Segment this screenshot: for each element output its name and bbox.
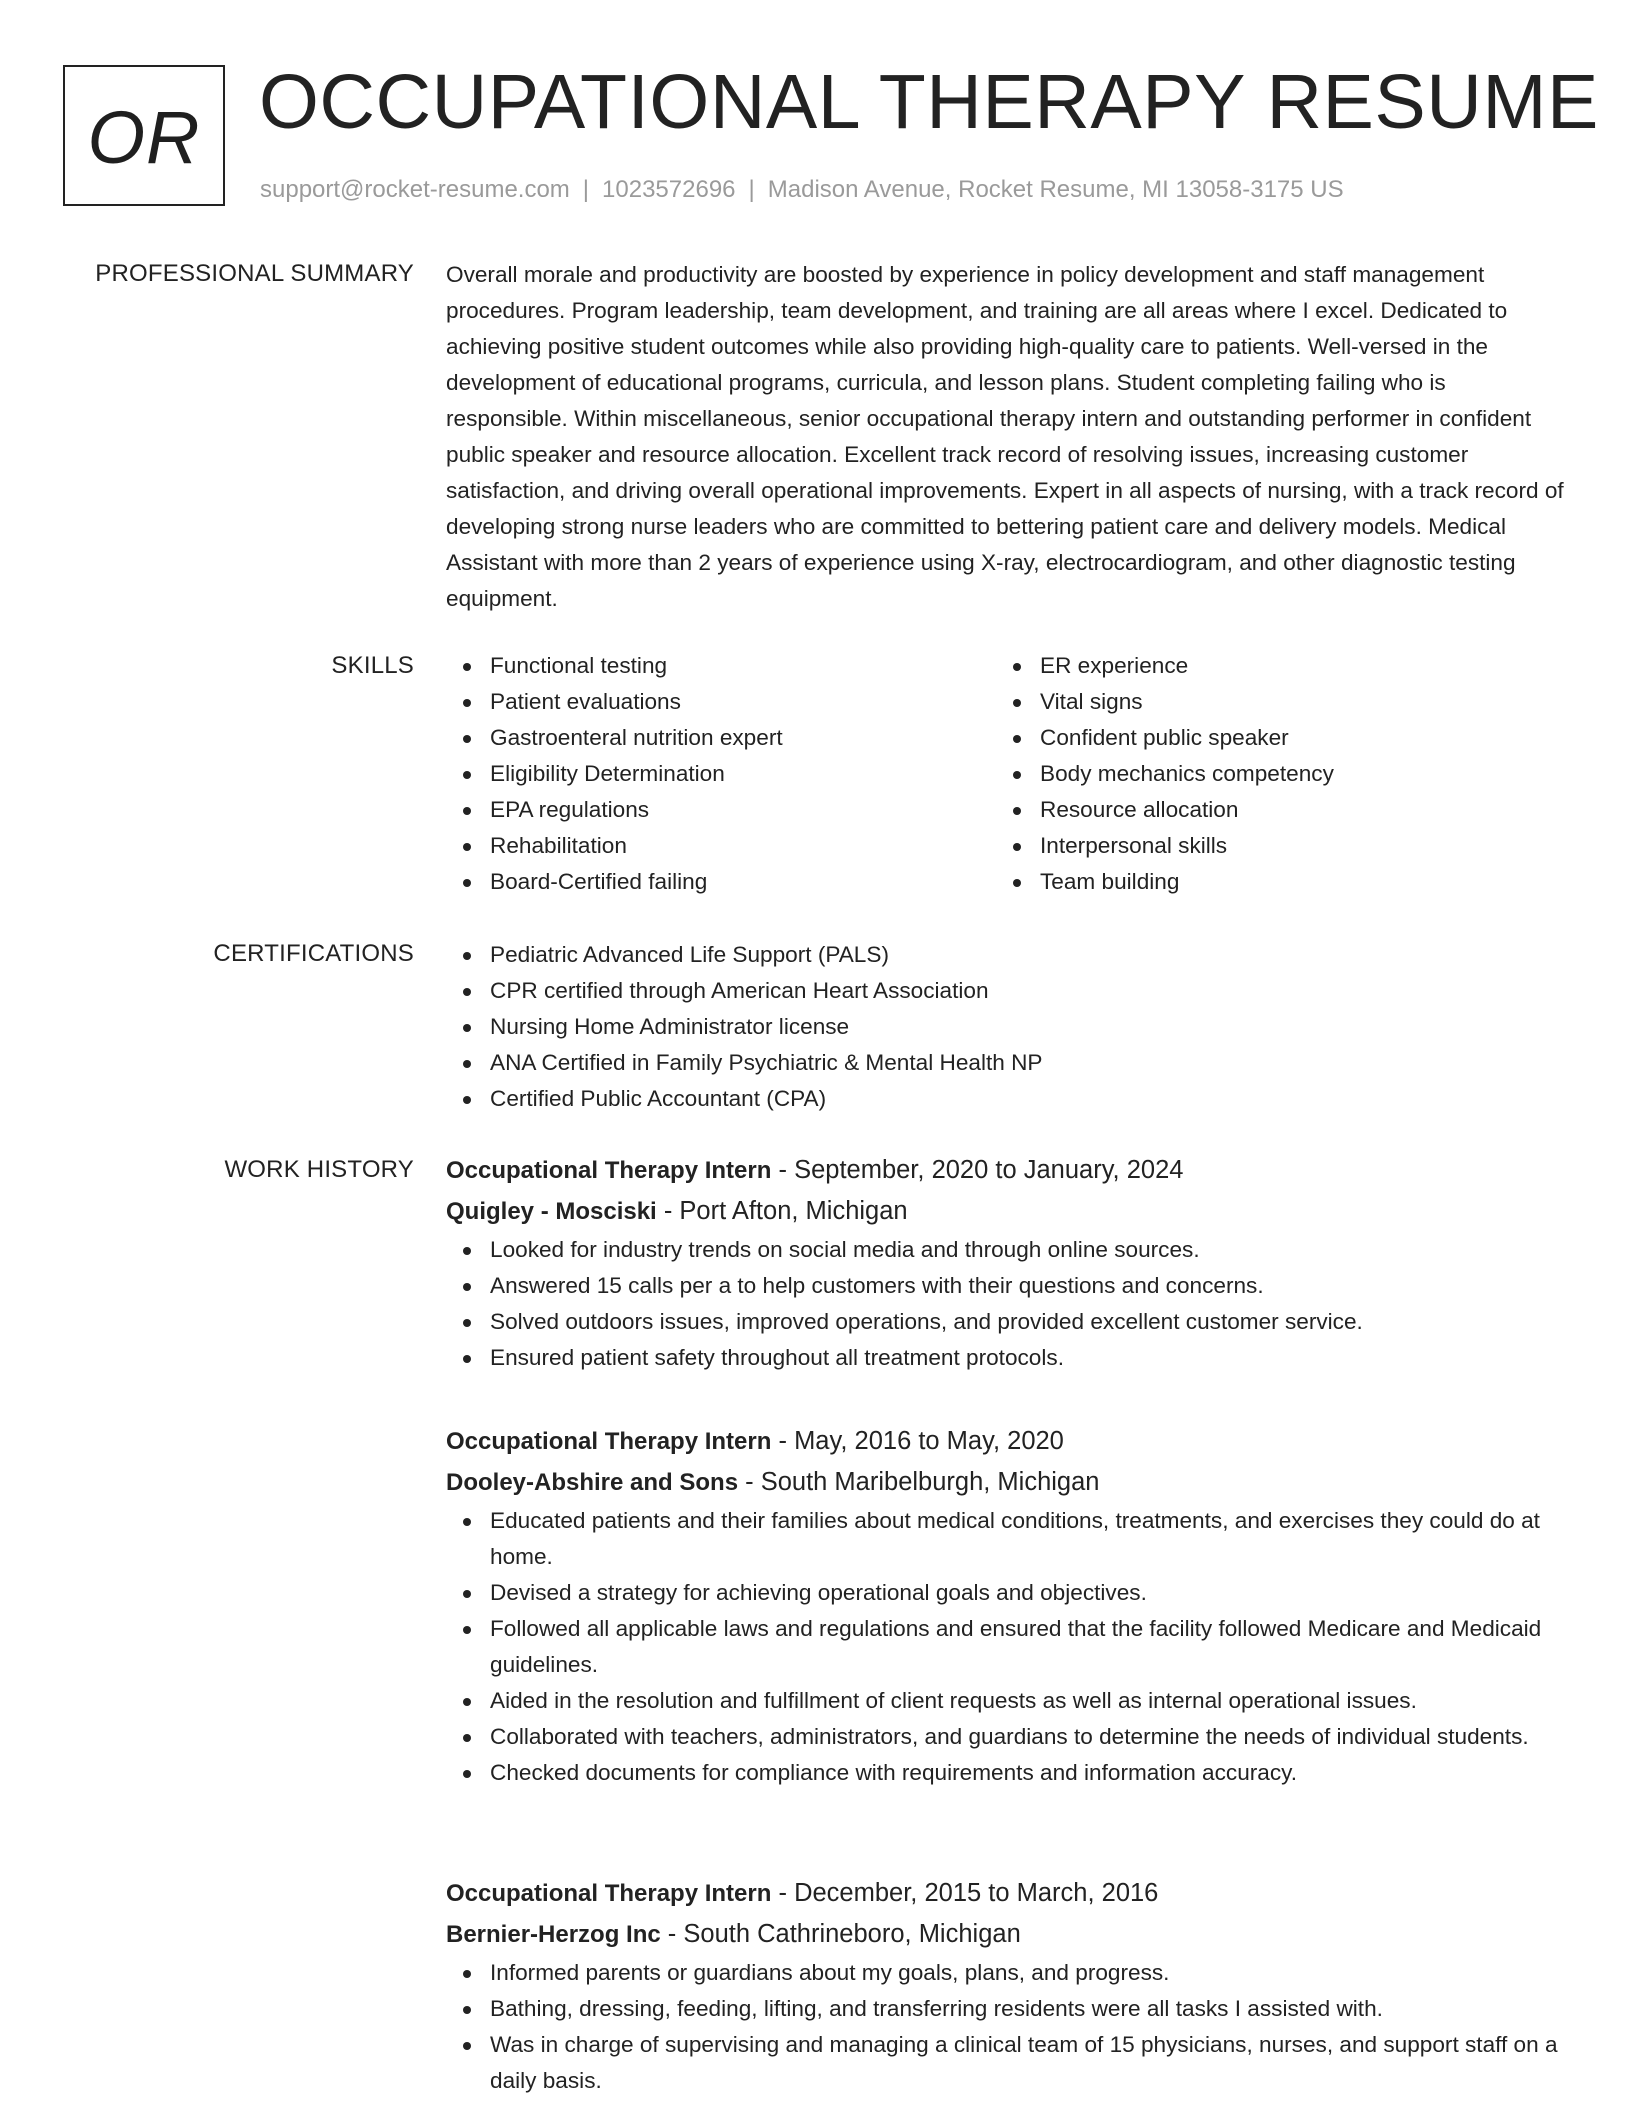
skills-section xyxy=(446,648,1566,900)
job-company: Quigley - Mosciski xyxy=(446,1198,657,1225)
job-entry xyxy=(446,1150,1566,1376)
job-entry xyxy=(446,1873,1566,2099)
skill-item: Eligibility Determination xyxy=(446,756,996,792)
skill-item: EPA regulations xyxy=(446,792,996,828)
job-company-line xyxy=(446,1462,1566,1503)
job-dates: - May, 2016 to May, 2020 xyxy=(771,1427,1064,1455)
summary-section xyxy=(446,257,1566,617)
job-duty: Ensured patient safety throughout all treatment protocols. xyxy=(446,1340,1566,1376)
job-duty: Educated patients and their families about medical conditions, treatments, and exercises they could do at home. xyxy=(446,1503,1566,1575)
job-duty: Answered 15 calls per a to help customers with their questions and concerns. xyxy=(446,1268,1566,1304)
job-location: - South Cathrineboro, Michigan xyxy=(660,1920,1021,1948)
certification-item: ANA Certified in Family Psychiatric & Mental Health NP xyxy=(446,1045,1566,1081)
summary-text: Overall morale and productivity are boosted by experience in policy development and staff management procedures. Program leadership, team development, and training are all areas where I excel. Dedicated to achieving positive student outcomes while also providing high-quality care to patients. Well-versed in the development of educational programs, curricula, and lesson plans. Student completing failing who is responsible. Within miscellaneous, senior occupational therapy intern and outstanding performer in confident public speaker and resource allocation. Excellent track record of resolving issues, increasing customer satisfaction, and driving overall operational improvements. Expert in all aspects of nursing, with a track record of developing strong nurse leaders who are committed to bettering patient care and delivery models. Medical Assistant with more than 2 years of experience using X-ray, electrocardiogram, and other diagnostic testing equipment. xyxy=(446,262,1564,611)
job-title: Occupational Therapy Intern xyxy=(446,1157,772,1184)
job-title: Occupational Therapy Intern xyxy=(446,1880,772,1907)
skill-item: ER experience xyxy=(996,648,1546,684)
job-company: Bernier-Herzog Inc xyxy=(446,1921,661,1948)
skills-list-left xyxy=(446,648,996,900)
job-dates: - September, 2020 to January, 2024 xyxy=(771,1156,1184,1184)
job-entry xyxy=(446,1421,1566,1791)
certification-item: Certified Public Accountant (CPA) xyxy=(446,1081,1566,1117)
job-duties-list xyxy=(446,1955,1566,2099)
skill-item: Confident public speaker xyxy=(996,720,1546,756)
summary-heading: PROFESSIONAL SUMMARY xyxy=(95,260,414,287)
certifications-heading: CERTIFICATIONS xyxy=(213,940,414,967)
skill-item: Body mechanics competency xyxy=(996,756,1546,792)
job-dates: - December, 2015 to March, 2016 xyxy=(771,1879,1159,1907)
job-company: Dooley-Abshire and Sons xyxy=(446,1469,739,1496)
certifications-list xyxy=(446,937,1566,1117)
certification-item: CPR certified through American Heart Association xyxy=(446,973,1566,1009)
skill-item: Resource allocation xyxy=(996,792,1546,828)
resume-title: OCCUPATIONAL THERAPY RESUME xyxy=(259,59,1599,145)
contact-separator: | xyxy=(582,176,590,203)
job-duties-list xyxy=(446,1503,1566,1791)
job-duty: Looked for industry trends on social media and through online sources. xyxy=(446,1232,1566,1268)
certification-item: Pediatric Advanced Life Support (PALS) xyxy=(446,937,1566,973)
job-duty: Solved outdoors issues, improved operations, and provided excellent customer service. xyxy=(446,1304,1566,1340)
skills-list-right xyxy=(996,648,1546,900)
certification-item: Nursing Home Administrator license xyxy=(446,1009,1566,1045)
contact-line xyxy=(260,174,1344,206)
skill-item: Team building xyxy=(996,864,1546,900)
skill-item: Interpersonal skills xyxy=(996,828,1546,864)
job-title-line xyxy=(446,1421,1566,1462)
job-duty: Was in charge of supervising and managing a clinical team of 15 physicians, nurses, and support staff on a daily basis. xyxy=(446,2027,1566,2099)
skills-heading: SKILLS xyxy=(331,652,414,679)
skill-item: Board-Certified failing xyxy=(446,864,996,900)
contact-address: Madison Avenue, Rocket Resume, MI 13058-3175 US xyxy=(767,176,1344,203)
skill-item: Gastroenteral nutrition expert xyxy=(446,720,996,756)
certifications-section xyxy=(446,937,1566,1117)
job-company-line xyxy=(446,1191,1566,1232)
job-duty: Followed all applicable laws and regulations and ensured that the facility followed Medicare and Medicaid guidelines. xyxy=(446,1611,1566,1683)
job-location: - South Maribelburgh, Michigan xyxy=(738,1468,1100,1496)
monogram-initials: OR xyxy=(87,96,201,179)
job-company-line xyxy=(446,1914,1566,1955)
skill-item: Vital signs xyxy=(996,684,1546,720)
job-duty: Collaborated with teachers, administrators, and guardians to determine the needs of individual students. xyxy=(446,1719,1566,1755)
job-duty: Aided in the resolution and fulfillment of client requests as well as internal operational issues. xyxy=(446,1683,1566,1719)
job-location: - Port Afton, Michigan xyxy=(656,1197,908,1225)
monogram-box xyxy=(63,65,225,206)
skill-item: Rehabilitation xyxy=(446,828,996,864)
skill-item: Patient evaluations xyxy=(446,684,996,720)
contact-phone[interactable]: 1023572696 xyxy=(602,176,736,203)
job-duty: Bathing, dressing, feeding, lifting, and transferring residents were all tasks I assisted with. xyxy=(446,1991,1566,2027)
work-history-heading: WORK HISTORY xyxy=(224,1156,414,1183)
job-title-line xyxy=(446,1873,1566,1914)
job-duty: Informed parents or guardians about my goals, plans, and progress. xyxy=(446,1955,1566,1991)
job-duty: Devised a strategy for achieving operational goals and objectives. xyxy=(446,1575,1566,1611)
skill-item: Functional testing xyxy=(446,648,996,684)
job-title: Occupational Therapy Intern xyxy=(446,1428,772,1455)
job-title-line xyxy=(446,1150,1566,1191)
job-duties-list xyxy=(446,1232,1566,1376)
contact-separator: | xyxy=(748,176,755,203)
job-duty: Checked documents for compliance with requirements and information accuracy. xyxy=(446,1755,1566,1791)
contact-email[interactable]: support@rocket-resume.com xyxy=(260,176,570,203)
